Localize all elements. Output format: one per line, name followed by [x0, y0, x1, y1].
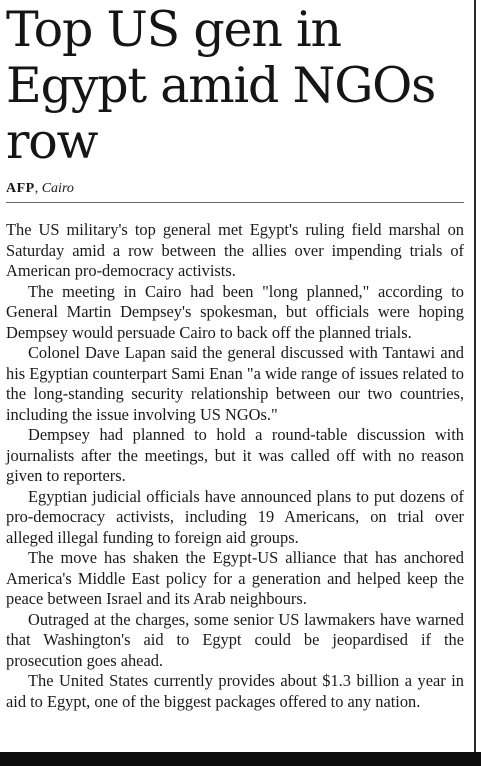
headline: Top US gen in Egypt amid NGOs row	[6, 1, 436, 170]
paragraph: The move has shaken the Egypt-US alliance that has anchored America's Middle East policy for a generation and helped keep the peace between Israel and its Arab neighbours.	[6, 548, 464, 608]
byline	[6, 180, 464, 203]
paragraph: The meeting in Cairo had been "long planned," according to General Martin Dempsey's spokesman, but officials were hoping Dempsey would persuade Cairo to back off the planned trials.	[6, 281, 464, 342]
paragraph: The US military's top general met Egypt's ruling field marshal on Saturday amid a row between the allies over impending trials of American pro-democracy activists.	[6, 220, 464, 280]
byline-separator: ,	[34, 181, 42, 196]
byline-location: Cairo	[41, 181, 74, 196]
paragraph: Outraged at the charges, some senior US lawmakers have warned that Washington's aid to Egypt could be jeopardised if the prosecution goes ahead.	[6, 609, 464, 670]
paragraph: The United States currently provides about $1.3 billion a year in aid to Egypt, one of the biggest packages offered to any nation.	[6, 671, 464, 711]
article-body	[6, 220, 464, 712]
paragraph: Colonel Dave Lapan said the general discussed with Tantawi and his Egyptian counterpart Sami Enan "a wide range of issues related to the long-standing security relationship between our two countries, including the issue involving US NGOs."	[6, 343, 464, 424]
bottom-border	[0, 752, 481, 766]
paragraph: Dempsey had planned to hold a round-table discussion with journalists after the meetings, but it was called off with no reason given to reporters.	[6, 425, 464, 485]
column-rule	[474, 0, 476, 752]
byline-agency: AFP	[6, 181, 35, 196]
paragraph: Egyptian judicial officials have announced plans to put dozens of pro-democracy activists, including 19 Americans, on trial over alleged illegal funding to foreign aid groups.	[6, 486, 464, 547]
